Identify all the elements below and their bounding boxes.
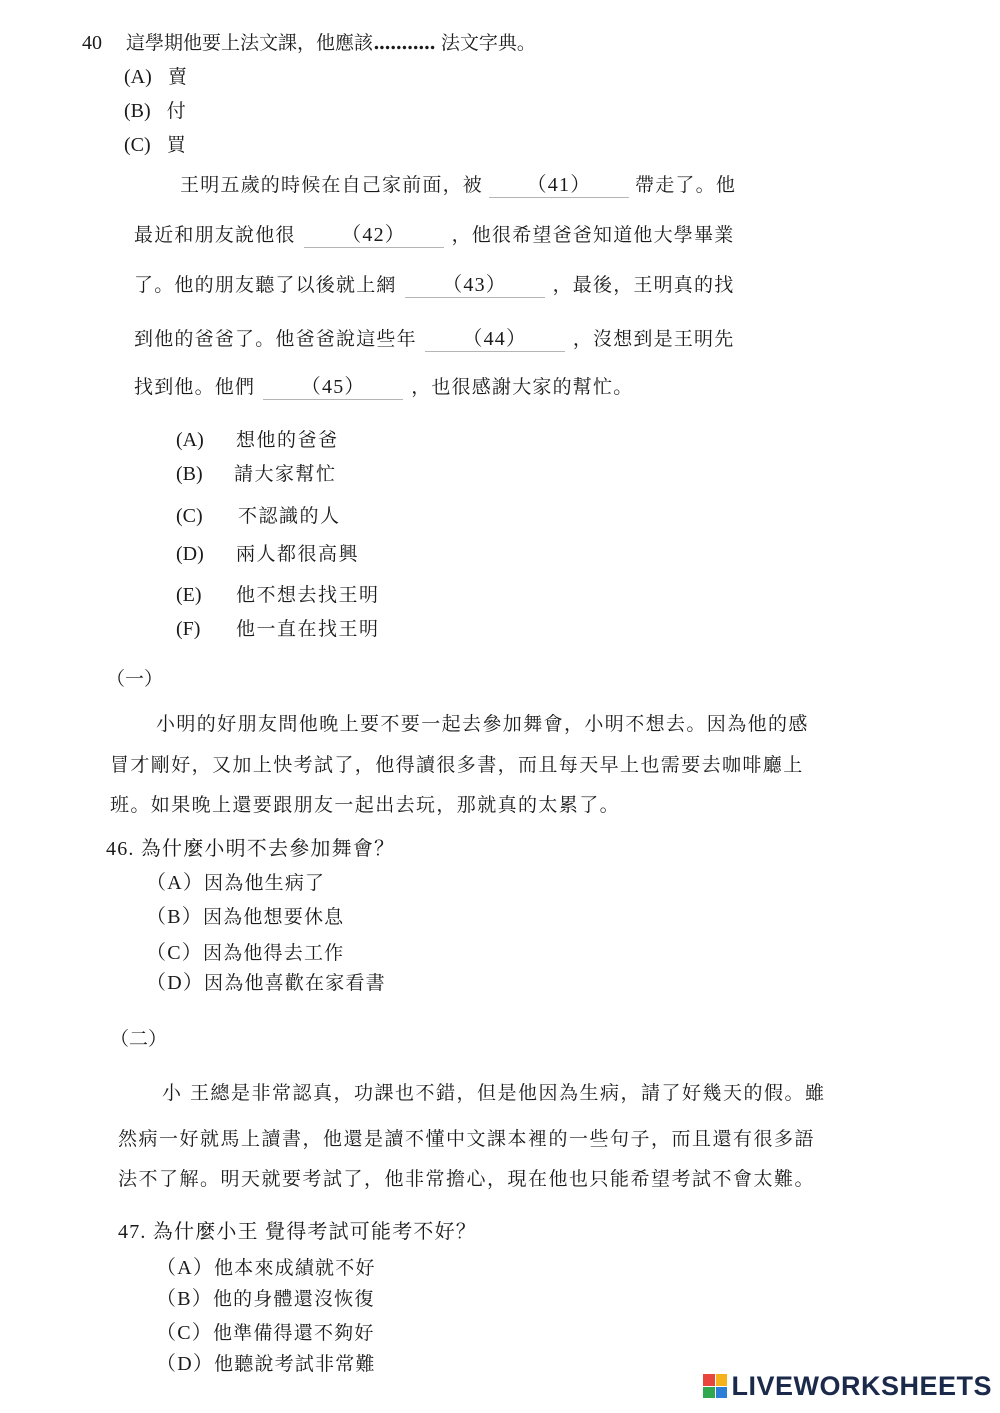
logo-mark-tile	[703, 1387, 715, 1399]
q40-option-c[interactable]: (C) 買	[124, 134, 186, 156]
blank-43[interactable]: （43）	[405, 268, 545, 298]
logo-mark-tile	[703, 1374, 715, 1386]
cloze-line-4: 到他的爸爸了。他爸爸說這些年 （44） ，沒想到是王明先	[134, 322, 734, 352]
cloze-option-e[interactable]: (E) 他不想去找王明	[176, 584, 380, 606]
question-47: 47. 為什麼小王 覺得考試可能考不好？	[118, 1221, 477, 1243]
q46-option-b[interactable]: （B）因為他想要休息	[146, 906, 345, 928]
section-1-paragraph-line-1: 小明的好朋友問他晚上要不要一起去參加舞會，小明不想去。因為他的感	[156, 713, 809, 735]
cloze-option-f[interactable]: (F) 他一直在找王明	[176, 618, 380, 640]
q47-option-a[interactable]: （A）他本來成績就不好	[156, 1257, 376, 1279]
logo-mark-icon	[703, 1374, 727, 1398]
answer-dots[interactable]: ...........	[373, 32, 435, 54]
cloze-line-3: 了。他的朋友聽了以後就上網 （43） ，最後，王明真的找	[134, 268, 734, 298]
logo-mark-tile	[716, 1374, 728, 1386]
blank-42[interactable]: （42）	[304, 218, 444, 248]
section-2-heading: （二）	[110, 1028, 168, 1050]
cloze-option-b[interactable]: (B) 請大家幫忙	[176, 463, 337, 485]
logo-mark-tile	[716, 1387, 728, 1399]
question-40	[82, 28, 536, 55]
question-stem: 這學期他要上法文課，他應該	[126, 32, 374, 54]
logo-text: LIVEWORKSHEETS	[731, 1370, 992, 1401]
q40-option-b[interactable]: (B) 付	[124, 100, 186, 122]
q46-option-a[interactable]: （A）因為他生病了	[146, 872, 326, 894]
q47-option-b[interactable]: （B）他的身體還沒恢復	[156, 1288, 375, 1310]
cloze-line-5: 找到他。他們 （45） ，也很感謝大家的幫忙。	[134, 370, 633, 400]
section-2-paragraph-line-3: 法不了解。明天就要考試了，他非常擔心，現在他也只能希望考試不會太難。	[118, 1168, 816, 1190]
q40-option-a[interactable]: (A) 賣	[124, 66, 187, 88]
cloze-line-2: 最近和朋友說他很 （42） ，他很希望爸爸知道他大學畢業	[134, 218, 734, 248]
q46-option-c[interactable]: （C）因為他得去工作	[146, 942, 345, 964]
blank-45[interactable]: （45）	[263, 370, 403, 400]
section-1-heading: （一）	[106, 668, 164, 690]
liveworksheets-logo	[703, 1371, 992, 1401]
cloze-option-a[interactable]: (A) 想他的爸爸	[176, 429, 339, 451]
cloze-option-c[interactable]: (C) 不認識的人	[176, 505, 341, 527]
q47-option-c[interactable]: （C）他準備得還不夠好	[156, 1322, 375, 1344]
question-number: 40	[82, 32, 102, 54]
blank-44[interactable]: （44）	[425, 322, 565, 352]
q46-option-d[interactable]: （D）因為他喜歡在家看書	[146, 972, 386, 994]
question-stem-end: 法文字典。	[434, 32, 536, 54]
cloze-line-1: 王明五歲的時候在自己家前面，被 （41） 帶走了。他	[180, 168, 736, 198]
section-1-paragraph-line-3: 班。如果晚上還要跟朋友一起出去玩，那就真的太累了。	[110, 794, 621, 816]
section-1-paragraph-line-2: 冒才剛好，又加上快考試了，他得讀很多書，而且每天早上也需要去咖啡廳上	[110, 754, 804, 776]
section-2-paragraph-line-2: 然病一好就馬上讀書，他還是讀不懂中文課本裡的一些句子，而且還有很多語	[118, 1128, 816, 1150]
blank-41[interactable]: （41）	[489, 168, 629, 198]
section-2-paragraph-line-1: 小 王總是非常認真，功課也不錯，但是他因為生病，請了好幾天的假。雖	[162, 1082, 826, 1104]
q47-option-d[interactable]: （D）他聽說考試非常難	[156, 1353, 376, 1375]
question-46: 46. 為什麼小明不去參加舞會？	[106, 838, 396, 860]
cloze-option-d[interactable]: (D) 兩人都很高興	[176, 543, 360, 565]
